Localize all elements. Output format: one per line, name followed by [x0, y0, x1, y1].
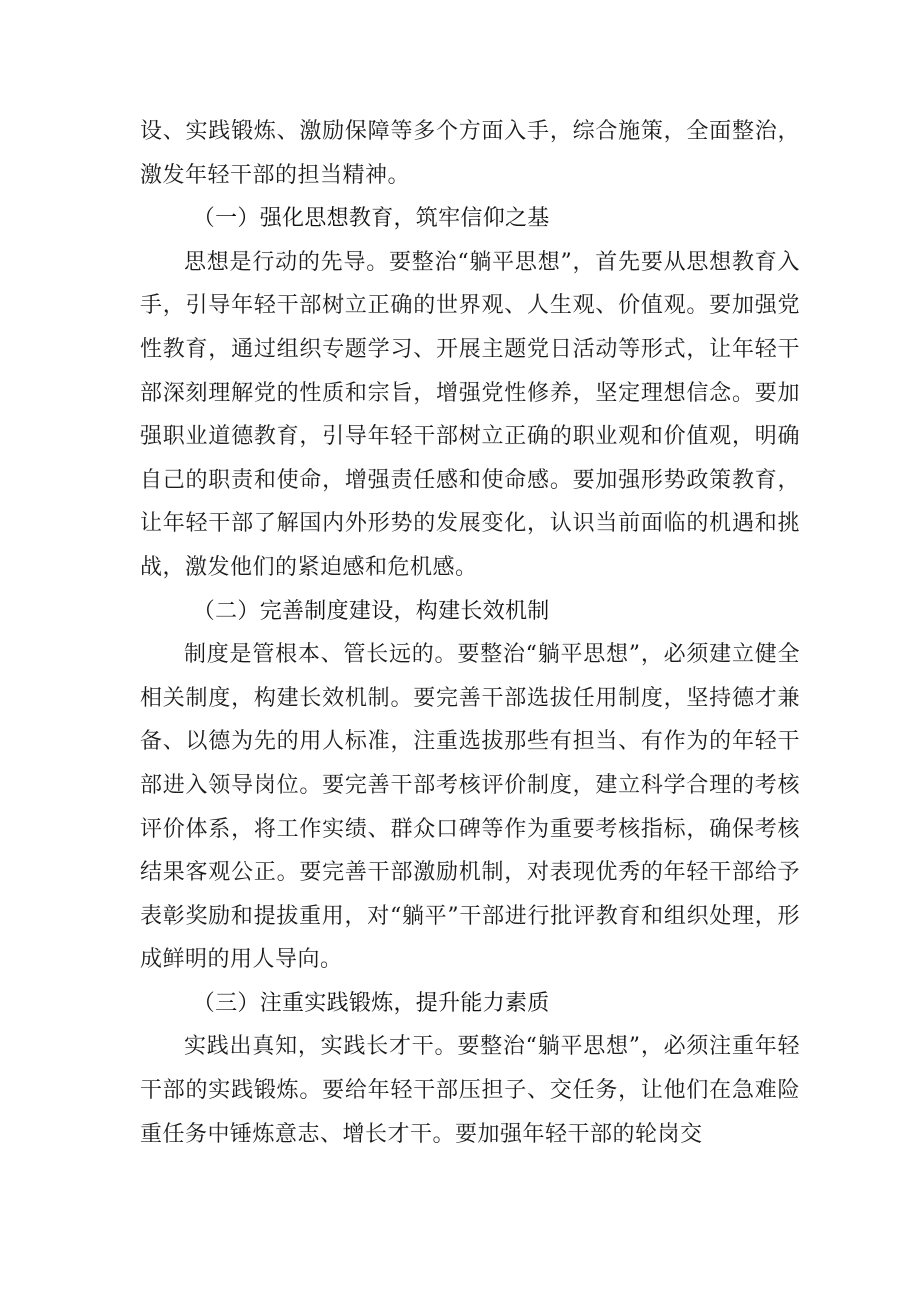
document-body	[140, 110, 800, 1156]
section-heading-3: （三）注重实践锻炼，提升能力素质	[192, 990, 550, 1016]
section-paragraph-1: 思想是行动的先导。要整治“躺平思想”，首先要从思想教育入手，引导年轻干部树立正确的世界观、人生观、价值观。要加强党性教育，通过组织专题学习、开展主题党日活动等形式，让年轻干部深刻理解党的性质和宗旨，增强党性修养，坚定理想信念。要加强职业道德教育，引导年轻干部树立正确的职业观和价值观，明确自己的职责和使命，增强责任感和使命感。要加强形势政策教育，让年轻干部了解国内外形势的发展变化，认识当前面临的机遇和挑战，激发他们的紧迫感和危机感。	[140, 249, 800, 580]
section-heading-1: （一）强化思想教育，筑牢信仰之基	[192, 206, 550, 232]
section-heading-2: （二）完善制度建设，构建长效机制	[192, 598, 550, 624]
intro-paragraph: 设、实践锻炼、激励保障等多个方面入手，综合施策，全面整治，激发年轻干部的担当精神。	[140, 119, 800, 188]
section-paragraph-3: 实践出真知，实践长才干。要整治“躺平思想”，必须注重年轻干部的实践锻炼。要给年轻干部压担子、交任务，让他们在急难险重任务中锤炼意志、增长才干。要加强年轻干部的轮岗交	[140, 1034, 800, 1147]
section-paragraph-2: 制度是管根本、管长远的。要整治“躺平思想”，必须建立健全相关制度，构建长效机制。要完善干部选拔任用制度，坚持德才兼备、以德为先的用人标准，注重选拔那些有担当、有作为的年轻干部进入领导岗位。要完善干部考核评价制度，建立科学合理的考核评价体系，将工作实绩、群众口碑等作为重要考核指标，确保考核结果客观公正。要完善干部激励机制，对表现优秀的年轻干部给予表彰奖励和提拔重用，对“躺平”干部进行批评教育和组织处理，形成鲜明的用人导向。	[140, 642, 800, 973]
